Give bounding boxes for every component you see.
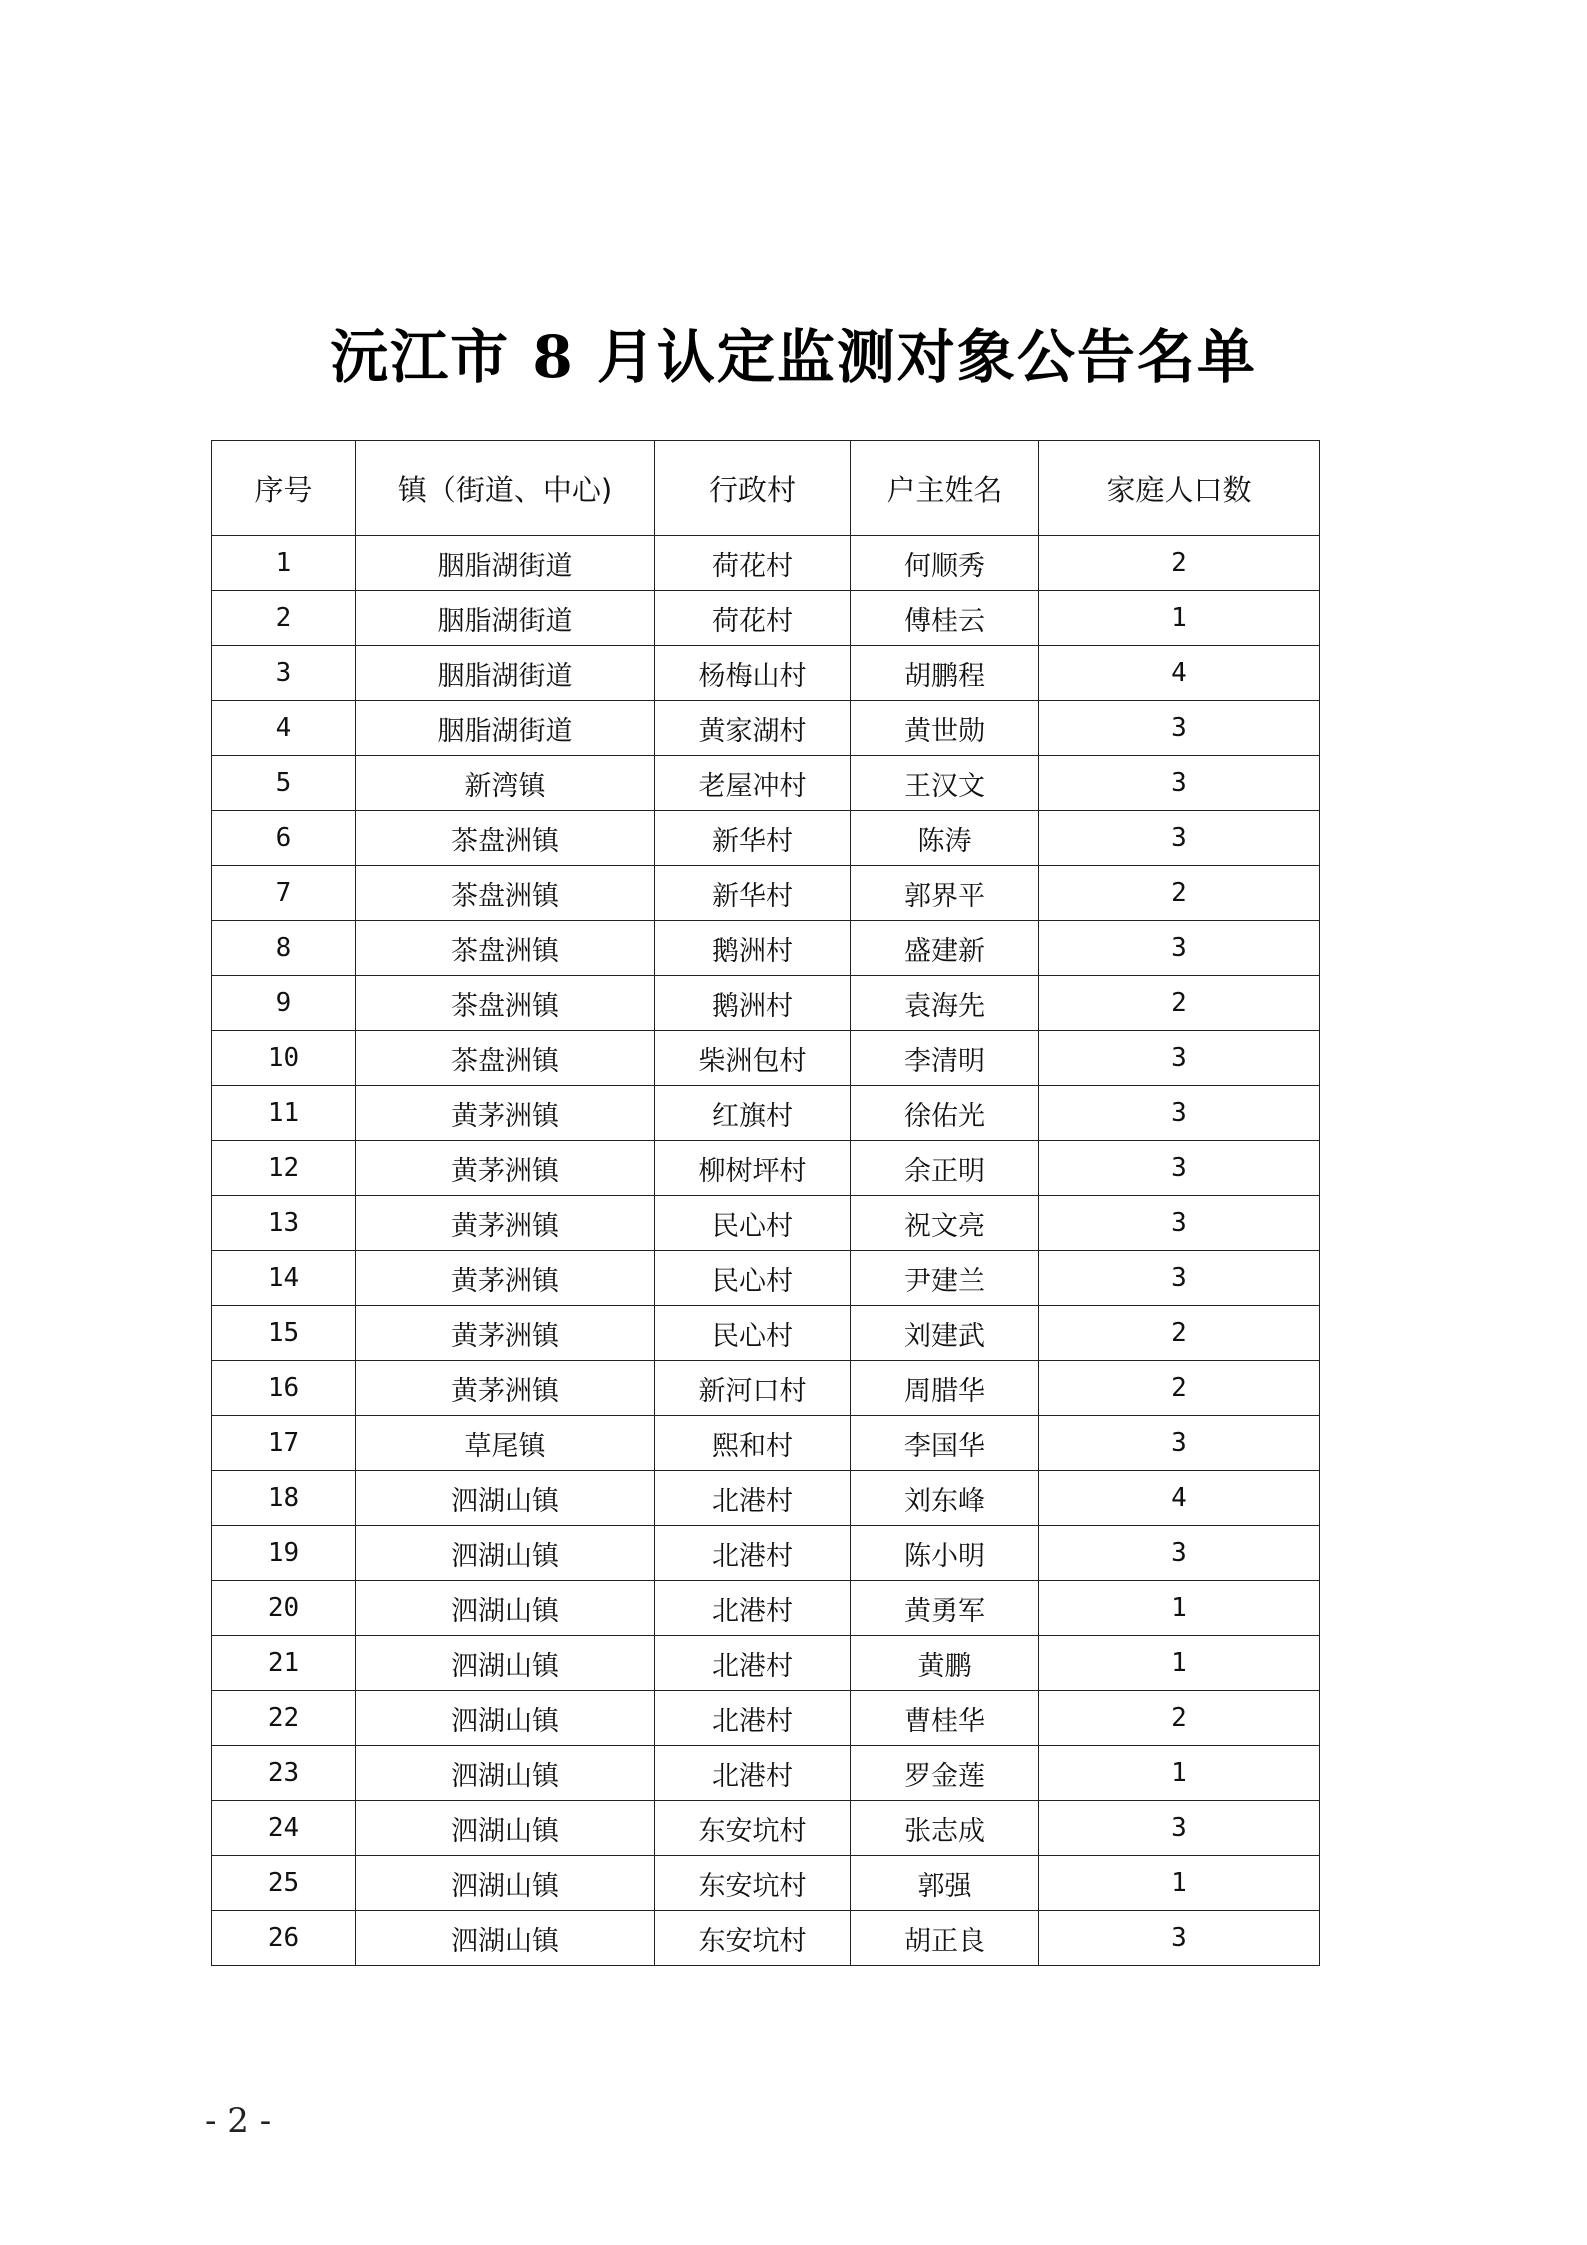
cell-village: 红旗村 — [655, 1086, 851, 1141]
cell-town: 泗湖山镇 — [356, 1581, 655, 1636]
cell-householder-name: 徐佑光 — [851, 1086, 1039, 1141]
cell-serial-number: 21 — [212, 1636, 356, 1691]
cell-town: 胭脂湖街道 — [356, 591, 655, 646]
table-row — [212, 756, 1320, 811]
cell-serial-number: 3 — [212, 646, 356, 701]
cell-household-size: 4 — [1039, 646, 1320, 701]
cell-householder-name: 王汉文 — [851, 756, 1039, 811]
cell-village: 荷花村 — [655, 591, 851, 646]
cell-town: 泗湖山镇 — [356, 1471, 655, 1526]
cell-town: 胭脂湖街道 — [356, 646, 655, 701]
cell-household-size: 2 — [1039, 1361, 1320, 1416]
cell-town: 茶盘洲镇 — [356, 866, 655, 921]
cell-town: 草尾镇 — [356, 1416, 655, 1471]
cell-serial-number: 4 — [212, 701, 356, 756]
cell-village: 北港村 — [655, 1581, 851, 1636]
table-row — [212, 976, 1320, 1031]
cell-village: 鹅洲村 — [655, 921, 851, 976]
cell-householder-name: 李国华 — [851, 1416, 1039, 1471]
cell-serial-number: 1 — [212, 536, 356, 591]
cell-householder-name: 何顺秀 — [851, 536, 1039, 591]
table-row — [212, 536, 1320, 591]
cell-householder-name: 刘东峰 — [851, 1471, 1039, 1526]
cell-household-size: 3 — [1039, 1911, 1320, 1966]
cell-town: 黄茅洲镇 — [356, 1251, 655, 1306]
table-row — [212, 591, 1320, 646]
cell-village: 东安坑村 — [655, 1856, 851, 1911]
cell-householder-name: 袁海先 — [851, 976, 1039, 1031]
cell-household-size: 3 — [1039, 1416, 1320, 1471]
cell-village: 东安坑村 — [655, 1801, 851, 1856]
cell-village: 老屋冲村 — [655, 756, 851, 811]
table-row — [212, 1856, 1320, 1911]
cell-village: 民心村 — [655, 1196, 851, 1251]
header-town: 镇（街道、中心) — [356, 441, 655, 536]
cell-town: 泗湖山镇 — [356, 1801, 655, 1856]
cell-household-size: 1 — [1039, 1746, 1320, 1801]
cell-serial-number: 19 — [212, 1526, 356, 1581]
cell-town: 泗湖山镇 — [356, 1911, 655, 1966]
cell-household-size: 3 — [1039, 1031, 1320, 1086]
cell-serial-number: 17 — [212, 1416, 356, 1471]
cell-village: 东安坑村 — [655, 1911, 851, 1966]
table-row — [212, 646, 1320, 701]
cell-village: 北港村 — [655, 1636, 851, 1691]
cell-town: 泗湖山镇 — [356, 1746, 655, 1801]
cell-town: 黄茅洲镇 — [356, 1141, 655, 1196]
cell-householder-name: 胡鹏程 — [851, 646, 1039, 701]
cell-householder-name: 傅桂云 — [851, 591, 1039, 646]
cell-householder-name: 尹建兰 — [851, 1251, 1039, 1306]
table-row — [212, 1746, 1320, 1801]
cell-householder-name: 黄勇军 — [851, 1581, 1039, 1636]
cell-household-size: 2 — [1039, 976, 1320, 1031]
cell-serial-number: 8 — [212, 921, 356, 976]
table-row — [212, 1581, 1320, 1636]
table-row — [212, 866, 1320, 921]
cell-householder-name: 张志成 — [851, 1801, 1039, 1856]
cell-household-size: 1 — [1039, 591, 1320, 646]
cell-household-size: 2 — [1039, 1691, 1320, 1746]
table-row — [212, 1031, 1320, 1086]
table-row — [212, 1251, 1320, 1306]
cell-serial-number: 18 — [212, 1471, 356, 1526]
cell-serial-number: 12 — [212, 1141, 356, 1196]
cell-household-size: 3 — [1039, 1251, 1320, 1306]
cell-village: 新华村 — [655, 811, 851, 866]
cell-serial-number: 6 — [212, 811, 356, 866]
cell-village: 北港村 — [655, 1746, 851, 1801]
cell-serial-number: 24 — [212, 1801, 356, 1856]
cell-household-size: 3 — [1039, 1526, 1320, 1581]
cell-householder-name: 罗金莲 — [851, 1746, 1039, 1801]
cell-town: 黄茅洲镇 — [356, 1361, 655, 1416]
cell-householder-name: 陈涛 — [851, 811, 1039, 866]
cell-town: 泗湖山镇 — [356, 1636, 655, 1691]
cell-household-size: 3 — [1039, 1141, 1320, 1196]
cell-household-size: 3 — [1039, 701, 1320, 756]
page-number: - 2 - — [205, 2101, 272, 2141]
cell-householder-name: 曹桂华 — [851, 1691, 1039, 1746]
cell-householder-name: 余正明 — [851, 1141, 1039, 1196]
cell-household-size: 3 — [1039, 1196, 1320, 1251]
cell-householder-name: 刘建武 — [851, 1306, 1039, 1361]
table-header-row — [212, 441, 1320, 536]
cell-serial-number: 2 — [212, 591, 356, 646]
cell-householder-name: 黄世勋 — [851, 701, 1039, 756]
cell-household-size: 1 — [1039, 1636, 1320, 1691]
cell-serial-number: 23 — [212, 1746, 356, 1801]
cell-serial-number: 15 — [212, 1306, 356, 1361]
table-row — [212, 811, 1320, 866]
table-row — [212, 1086, 1320, 1141]
cell-town: 茶盘洲镇 — [356, 976, 655, 1031]
cell-town: 茶盘洲镇 — [356, 1031, 655, 1086]
table-row — [212, 1196, 1320, 1251]
cell-household-size: 2 — [1039, 1306, 1320, 1361]
cell-householder-name: 盛建新 — [851, 921, 1039, 976]
cell-town: 茶盘洲镇 — [356, 811, 655, 866]
cell-town: 黄茅洲镇 — [356, 1086, 655, 1141]
cell-serial-number: 5 — [212, 756, 356, 811]
cell-town: 茶盘洲镇 — [356, 921, 655, 976]
cell-village: 民心村 — [655, 1251, 851, 1306]
cell-village: 北港村 — [655, 1471, 851, 1526]
cell-household-size: 4 — [1039, 1471, 1320, 1526]
cell-householder-name: 周腊华 — [851, 1361, 1039, 1416]
cell-village: 柴洲包村 — [655, 1031, 851, 1086]
cell-village: 民心村 — [655, 1306, 851, 1361]
cell-town: 胭脂湖街道 — [356, 536, 655, 591]
table-row — [212, 701, 1320, 756]
cell-town: 黄茅洲镇 — [356, 1196, 655, 1251]
table-row — [212, 1471, 1320, 1526]
cell-householder-name: 胡正良 — [851, 1911, 1039, 1966]
header-serial-number: 序号 — [212, 441, 356, 536]
header-householder-name: 户主姓名 — [851, 441, 1039, 536]
cell-householder-name: 郭强 — [851, 1856, 1039, 1911]
cell-serial-number: 13 — [212, 1196, 356, 1251]
cell-householder-name: 祝文亮 — [851, 1196, 1039, 1251]
table-row — [212, 1526, 1320, 1581]
cell-household-size: 2 — [1039, 866, 1320, 921]
cell-serial-number: 25 — [212, 1856, 356, 1911]
table-row — [212, 1801, 1320, 1856]
cell-household-size: 1 — [1039, 1581, 1320, 1636]
cell-village: 杨梅山村 — [655, 646, 851, 701]
monitoring-list-table — [211, 440, 1320, 1966]
cell-village: 新华村 — [655, 866, 851, 921]
table-row — [212, 1416, 1320, 1471]
cell-household-size: 3 — [1039, 756, 1320, 811]
header-household-size: 家庭人口数 — [1039, 441, 1320, 536]
cell-village: 荷花村 — [655, 536, 851, 591]
cell-household-size: 2 — [1039, 536, 1320, 591]
cell-household-size: 3 — [1039, 921, 1320, 976]
cell-town: 泗湖山镇 — [356, 1691, 655, 1746]
cell-serial-number: 16 — [212, 1361, 356, 1416]
cell-town: 胭脂湖街道 — [356, 701, 655, 756]
cell-town: 泗湖山镇 — [356, 1856, 655, 1911]
cell-household-size: 3 — [1039, 1801, 1320, 1856]
table-row — [212, 1306, 1320, 1361]
cell-village: 新河口村 — [655, 1361, 851, 1416]
cell-serial-number: 20 — [212, 1581, 356, 1636]
cell-serial-number: 9 — [212, 976, 356, 1031]
page-title: 沅江市 8 月认定监测对象公告名单 — [330, 323, 1257, 391]
cell-village: 北港村 — [655, 1691, 851, 1746]
cell-town: 泗湖山镇 — [356, 1526, 655, 1581]
cell-serial-number: 26 — [212, 1911, 356, 1966]
cell-serial-number: 11 — [212, 1086, 356, 1141]
cell-town: 黄茅洲镇 — [356, 1306, 655, 1361]
cell-serial-number: 14 — [212, 1251, 356, 1306]
cell-householder-name: 黄鹏 — [851, 1636, 1039, 1691]
table-row — [212, 1691, 1320, 1746]
table-row — [212, 1361, 1320, 1416]
table-row — [212, 1141, 1320, 1196]
cell-household-size: 1 — [1039, 1856, 1320, 1911]
cell-village: 熙和村 — [655, 1416, 851, 1471]
cell-village: 黄家湖村 — [655, 701, 851, 756]
cell-village: 柳树坪村 — [655, 1141, 851, 1196]
cell-serial-number: 22 — [212, 1691, 356, 1746]
cell-householder-name: 郭界平 — [851, 866, 1039, 921]
header-village: 行政村 — [655, 441, 851, 536]
cell-village: 北港村 — [655, 1526, 851, 1581]
table-row — [212, 1911, 1320, 1966]
cell-serial-number: 7 — [212, 866, 356, 921]
cell-town: 新湾镇 — [356, 756, 655, 811]
table-row — [212, 1636, 1320, 1691]
cell-household-size: 3 — [1039, 1086, 1320, 1141]
table-row — [212, 921, 1320, 976]
table-body — [212, 536, 1320, 1966]
cell-serial-number: 10 — [212, 1031, 356, 1086]
cell-householder-name: 陈小明 — [851, 1526, 1039, 1581]
cell-village: 鹅洲村 — [655, 976, 851, 1031]
cell-householder-name: 李清明 — [851, 1031, 1039, 1086]
cell-household-size: 3 — [1039, 811, 1320, 866]
